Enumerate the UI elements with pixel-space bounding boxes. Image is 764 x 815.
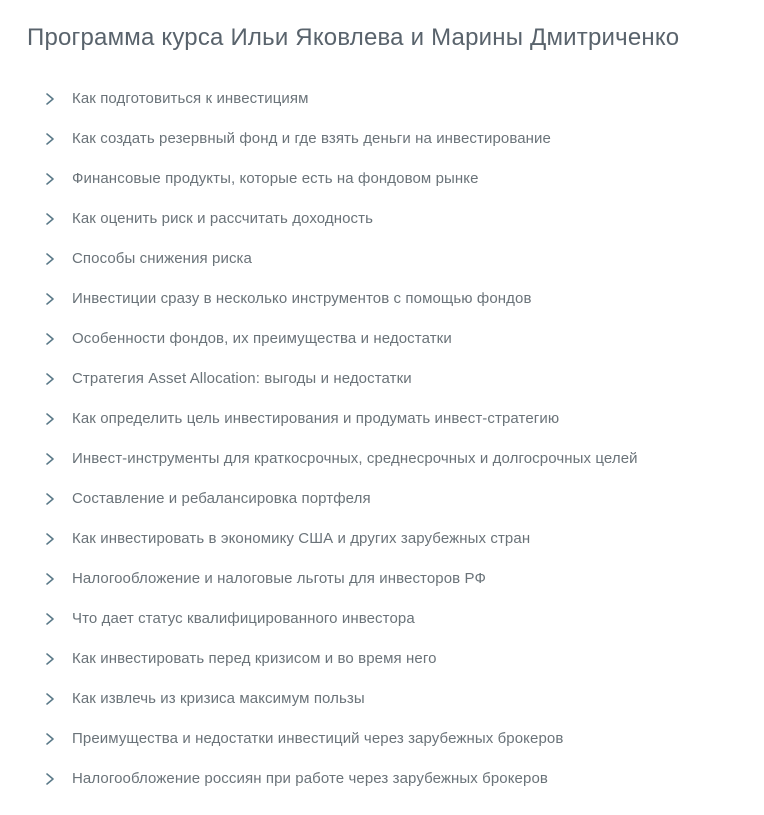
- list-item-label: Как извлечь из кризиса максимум пользы: [72, 690, 365, 708]
- chevron-right-icon: [44, 572, 56, 586]
- chevron-right-icon: [44, 412, 56, 426]
- chevron-right-icon: [44, 732, 56, 746]
- chevron-right-icon: [44, 132, 56, 146]
- list-item[interactable]: [44, 759, 736, 799]
- list-item-label: Как подготовиться к инвестициям: [72, 90, 309, 108]
- list-item-label: Финансовые продукты, которые есть на фондовом рынке: [72, 170, 479, 188]
- chevron-right-icon: [44, 372, 56, 386]
- chevron-right-icon: [44, 332, 56, 346]
- chevron-right-icon: [44, 612, 56, 626]
- list-item[interactable]: [44, 279, 736, 319]
- list-item[interactable]: [44, 559, 736, 599]
- list-item[interactable]: [44, 719, 736, 759]
- chevron-right-icon: [44, 452, 56, 466]
- list-item[interactable]: [44, 519, 736, 559]
- chevron-right-icon: [44, 652, 56, 666]
- chevron-right-icon: [44, 172, 56, 186]
- list-item-label: Как создать резервный фонд и где взять деньги на инвестирование: [72, 130, 551, 148]
- list-item[interactable]: [44, 439, 736, 479]
- list-item-label: Особенности фондов, их преимущества и недостатки: [72, 330, 452, 348]
- list-item[interactable]: [44, 479, 736, 519]
- list-item-label: Налогообложение и налоговые льготы для инвесторов РФ: [72, 570, 486, 588]
- list-item[interactable]: [44, 159, 736, 199]
- chevron-right-icon: [44, 492, 56, 506]
- chevron-right-icon: [44, 252, 56, 266]
- chevron-right-icon: [44, 532, 56, 546]
- list-item[interactable]: [44, 199, 736, 239]
- list-item[interactable]: [44, 639, 736, 679]
- list-item-label: Что дает статус квалифицированного инвестора: [72, 610, 415, 628]
- list-item-label: Инвест-инструменты для краткосрочных, среднесрочных и долгосрочных целей: [72, 450, 638, 468]
- list-item[interactable]: [44, 119, 736, 159]
- list-item[interactable]: [44, 599, 736, 639]
- list-item[interactable]: [44, 679, 736, 719]
- chevron-right-icon: [44, 292, 56, 306]
- list-item-label: Как оценить риск и рассчитать доходность: [72, 210, 374, 228]
- page-title: Программа курса Ильи Яковлева и Марины Дмитриченко: [27, 24, 680, 51]
- list-item[interactable]: [44, 319, 736, 359]
- list-item-label: Преимущества и недостатки инвестиций через зарубежных брокеров: [72, 730, 564, 748]
- list-item-label: Инвестиции сразу в несколько инструментов с помощью фондов: [72, 290, 532, 308]
- list-item-label: Способы снижения риска: [72, 250, 252, 268]
- list-item-label: Как инвестировать перед кризисом и во время него: [72, 650, 437, 668]
- chevron-right-icon: [44, 92, 56, 106]
- list-item-label: Как определить цель инвестирования и продумать инвест-стратегию: [72, 410, 560, 428]
- list-item-label: Налогообложение россиян при работе через зарубежных брокеров: [72, 770, 548, 788]
- list-item-label: Как инвестировать в экономику США и других зарубежных стран: [72, 530, 531, 548]
- list-item-label: Составление и ребалансировка портфеля: [72, 490, 371, 508]
- chevron-right-icon: [44, 772, 56, 786]
- course-program-list: [27, 79, 736, 799]
- list-item-label: Стратегия Asset Allocation: выгоды и недостатки: [72, 370, 412, 388]
- list-item[interactable]: [44, 399, 736, 439]
- list-item[interactable]: [44, 359, 736, 399]
- chevron-right-icon: [44, 212, 56, 226]
- list-item[interactable]: [44, 239, 736, 279]
- list-item[interactable]: [44, 79, 736, 119]
- chevron-right-icon: [44, 692, 56, 706]
